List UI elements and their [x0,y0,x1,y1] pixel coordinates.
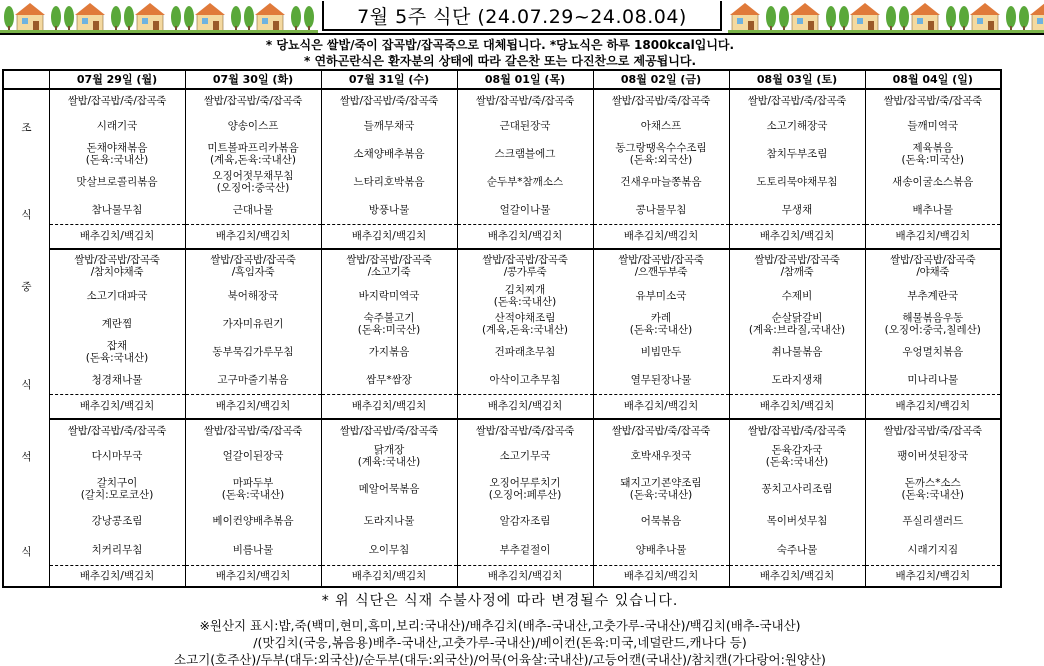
menu-cell: 쌀밥/잡곡밥/죽/잡곡죽 [49,419,185,441]
house-roof [850,3,880,15]
house-window [262,18,268,24]
menu-cell: 숙주불고기 (돈육:미국산) [321,310,457,338]
house-roof [255,3,285,15]
house-window [857,18,863,24]
day-header: 07월 29일 (월) [49,70,185,89]
menu-cell: 들깨무채국 [321,112,457,140]
menu-cell: 배추김치/백김치 [49,394,185,419]
tree-icon [959,6,969,28]
menu-cell: 부추겉절이 [457,535,593,565]
menu-row [3,140,1001,168]
menu-cell: 다시마무국 [49,441,185,471]
menu-cell: 열무된장나물 [593,366,729,394]
menu-cell: 쌀밥/잡곡밥/죽/잡곡죽 [49,89,185,112]
menu-cell: 배추나물 [865,196,1001,224]
menu-cell: 강낭콩조림 [49,507,185,535]
house-window [142,18,148,24]
menu-cell: 산적야채조림 (계육,돈육:국내산) [457,310,593,338]
house-door [153,21,159,31]
diabetic-diet-notice: * 당뇨식은 쌀밥/죽이 잡곡밥/잡곡죽으로 대체됩니다. *당뇨식은 하루 1800kcal입니다. [265,38,735,52]
tree-icon [826,6,836,28]
menu-cell: 쌀밥/잡곡밥/죽/잡곡죽 [185,89,321,112]
page-title: 7월 5주 식단 (24.07.29~24.08.04) [322,1,722,31]
meal-label-bottom: 식 [21,379,32,391]
tree-icon [304,6,314,28]
origin-info-line: ※원산지 표시:밥,죽(백미,현미,흑미,보리:국내산)/배추김치(배추-국내산,고춧가루-국내산)/백김치(배추-국내산) [199,618,801,633]
menu-cell: 동그랑땡옥수수조림 (돈육:외국산) [593,140,729,168]
menu-cell: 아삭이고추무침 [457,366,593,394]
menu-cell: 소채양배추볶음 [321,140,457,168]
tree-icon [886,6,896,28]
menu-cell: 배추김치/백김치 [185,394,321,419]
weekly-menu-table [2,69,1002,588]
menu-cell: 배추김치/백김치 [865,565,1001,587]
menu-cell: 배추김치/백김치 [185,565,321,587]
house-roof [135,3,165,15]
menu-cell: 참치두부조림 [729,140,865,168]
menu-cell: 배추김치/백김치 [321,224,457,249]
menu-cell: 스크램블에그 [457,140,593,168]
menu-cell: 고구마줄기볶음 [185,366,321,394]
house-icon [17,14,43,31]
menu-cell: 쌀밥/잡곡밥/죽/잡곡죽 [457,89,593,112]
menu-cell: 배추김치/백김치 [865,394,1001,419]
house-window [737,18,743,24]
house-roof [195,3,225,15]
menu-cell: 가지볶음 [321,338,457,366]
menu-cell: 카레 (돈육:국내산) [593,310,729,338]
day-header: 07월 31일 (수) [321,70,457,89]
menu-cell: 동부묵김가루무침 [185,338,321,366]
house-door [928,21,934,31]
menu-cell: 해물볶음우동 (오징어:중국,칠레산) [865,310,1001,338]
menu-cell: 갈치구이 (갈치:모로코산) [49,471,185,507]
house-door [273,21,279,31]
menu-row [3,282,1001,310]
menu-cell: 돈육감자국 (돈육:국내산) [729,441,865,471]
menu-cell: 치커리무침 [49,535,185,565]
menu-cell: 비빔만두 [593,338,729,366]
menu-cell: 미나리나물 [865,366,1001,394]
house-roof [730,3,760,15]
menu-cell: 배추김치/백김치 [457,224,593,249]
menu-cell: 도토리묵야채무침 [729,168,865,196]
tree-icon [1019,6,1029,28]
house-icon [732,14,758,31]
menu-cell: 쌀밥/잡곡밥/잡곡죽 /콩가루죽 [457,249,593,282]
house-window [22,18,28,24]
menu-cell: 숙주나물 [729,535,865,565]
day-header: 08월 03일 (토) [729,70,865,89]
house-icon [972,14,998,31]
menu-row [3,565,1001,587]
tree-icon [766,6,776,28]
menu-cell: 오징어젓무채무침 (오징어:중국산) [185,168,321,196]
tree-icon [51,6,61,28]
menu-cell: 배추김치/백김치 [729,394,865,419]
menu-cell: 미트볼파프리카볶음 (계육,돈육:국내산) [185,140,321,168]
origin-info-line: 소고기(호주산)/두부(대두:외국산)/순두부(대두:외국산)/어묵(어육살:국내산)/고등어캔(국내산)/참치캔(가다랑어:원양산) [174,652,826,666]
tree-icon [839,6,849,28]
menu-cell: 쌀밥/잡곡밥/죽/잡곡죽 [185,419,321,441]
menu-cell: 방풍나물 [321,196,457,224]
menu-cell: 시래기지짐 [865,535,1001,565]
menu-cell: 베이컨양배추볶음 [185,507,321,535]
menu-cell: 쌀밥/잡곡밥/잡곡죽 /참깨죽 [729,249,865,282]
menu-row [3,338,1001,366]
meal-label [3,419,49,587]
village-decoration-left [0,0,318,33]
menu-cell: 얼갈이나물 [457,196,593,224]
menu-cell: 알감자조림 [457,507,593,535]
menu-cell: 호박새우젓국 [593,441,729,471]
origin-info-line: /(맛김치(국응,볶음용)배추-국내산,고춧가루-국내산)/베이컨(돈육:미국,네덜란드,캐나다 등) [253,635,747,650]
page-header [0,0,1044,34]
house-roof [15,3,45,15]
menu-cell: 아채스프 [593,112,729,140]
house-roof [75,3,105,15]
menu-cell: 취나물볶음 [729,338,865,366]
meal-label-top: 조 [21,122,32,134]
day-header: 08월 02일 (금) [593,70,729,89]
tree-icon [231,6,241,28]
menu-cell: 배추김치/백김치 [49,224,185,249]
menu-cell: 도라지생채 [729,366,865,394]
menu-cell: 수제비 [729,282,865,310]
menu-cell: 제육볶음 (돈육:미국산) [865,140,1001,168]
menu-cell: 청경채나물 [49,366,185,394]
menu-cell: 콩나물무침 [593,196,729,224]
menu-cell: 들깨미역국 [865,112,1001,140]
house-window [977,18,983,24]
menu-cell: 참나물무침 [49,196,185,224]
day-header: 08월 01일 (목) [457,70,593,89]
dysphagia-diet-notice: * 연하곤란식은 환자분의 상태에 따라 갈은찬 또는 다진찬으로 제공됩니다. [303,54,697,68]
menu-row [3,366,1001,394]
menu-cell: 쌀밥/잡곡밥/잡곡죽 /야채죽 [865,249,1001,282]
menu-cell: 바지락미역국 [321,282,457,310]
menu-cell: 돈채야채볶음 (돈육:국내산) [49,140,185,168]
house-door [33,21,39,31]
menu-cell: 김치찌개 (돈육:국내산) [457,282,593,310]
menu-cell: 우엉멸치볶음 [865,338,1001,366]
house-roof [910,3,940,15]
menu-cell: 유부미소국 [593,282,729,310]
menu-cell: 도라지나물 [321,507,457,535]
house-icon [77,14,103,31]
menu-cell: 무생채 [729,196,865,224]
menu-cell: 오징어무루치기 (오징어:페루산) [457,471,593,507]
menu-cell: 팽이버섯된장국 [865,441,1001,471]
menu-cell: 배추김치/백김치 [457,565,593,587]
menu-cell: 배추김치/백김치 [593,394,729,419]
menu-row [3,112,1001,140]
menu-cell: 배추김치/백김치 [729,224,865,249]
menu-cell: 소고기해장국 [729,112,865,140]
menu-cell: 북어해장국 [185,282,321,310]
meal-label-bottom: 식 [21,209,32,221]
house-icon [912,14,938,31]
menu-cell: 쌀밥/잡곡밥/잡곡죽 /참치야채죽 [49,249,185,282]
tree-icon [4,6,14,28]
house-door [213,21,219,31]
tree-icon [899,6,909,28]
house-icon [792,14,818,31]
tree-icon [779,6,789,28]
menu-row [3,89,1001,112]
menu-cell: 메알어묵볶음 [321,471,457,507]
day-header-row [3,70,1001,89]
menu-row [3,310,1001,338]
house-door [988,21,994,31]
menu-cell: 배추김치/백김치 [729,565,865,587]
menu-row [3,394,1001,419]
menu-cell: 돼지고기콘약조림 (돈육:국내산) [593,471,729,507]
menu-cell: 꽁치고사리조림 [729,471,865,507]
village-decoration-right [728,0,1044,33]
menu-cell: 배추김치/백김치 [321,394,457,419]
menu-cell: 잡채 (돈육:국내산) [49,338,185,366]
menu-cell: 어묵볶음 [593,507,729,535]
menu-cell: 근대나물 [185,196,321,224]
corner-cell [3,70,49,89]
menu-cell: 푸실리샐러드 [865,507,1001,535]
menu-cell: 쌀밥/잡곡밥/죽/잡곡죽 [321,89,457,112]
menu-cell: 배추김치/백김치 [49,565,185,587]
menu-cell: 쌀밥/잡곡밥/죽/잡곡죽 [457,419,593,441]
menu-row [3,196,1001,224]
menu-cell: 닭개장 (계육:국내산) [321,441,457,471]
menu-cell: 새송이굴소스볶음 [865,168,1001,196]
menu-cell: 건새우마늘쫑볶음 [593,168,729,196]
menu-cell: 순두부*참깨소스 [457,168,593,196]
menu-cell: 양송이스프 [185,112,321,140]
house-door [868,21,874,31]
tree-icon [291,6,301,28]
menu-cell: 배추김치/백김치 [185,224,321,249]
meal-label [3,89,49,249]
menu-cell: 쌀밥/잡곡밥/죽/잡곡죽 [865,419,1001,441]
house-roof [790,3,820,15]
house-door [748,21,754,31]
meal-label-bottom: 식 [21,546,32,558]
day-header: 07월 30일 (화) [185,70,321,89]
menu-cell: 부추계란국 [865,282,1001,310]
tree-icon [64,6,74,28]
menu-cell: 쌀밥/잡곡밥/죽/잡곡죽 [729,419,865,441]
menu-cell: 순살닭갈비 (계육:브라질,국내산) [729,310,865,338]
tree-icon [111,6,121,28]
menu-row [3,168,1001,196]
menu-cell: 맛살브로콜리볶음 [49,168,185,196]
menu-cell: 시래기국 [49,112,185,140]
tree-icon [244,6,254,28]
meal-label-top: 석 [21,451,32,463]
menu-row [3,507,1001,535]
house-window [1037,18,1043,24]
house-icon [257,14,283,31]
menu-cell: 쌀밥/잡곡밥/잡곡죽 /소고기죽 [321,249,457,282]
menu-cell: 비름나물 [185,535,321,565]
meal-label [3,249,49,419]
menu-cell: 배추김치/백김치 [457,394,593,419]
menu-row [3,419,1001,441]
tree-icon [946,6,956,28]
menu-row [3,441,1001,471]
menu-cell: 양배추나물 [593,535,729,565]
menu-cell: 얼갈이된장국 [185,441,321,471]
house-window [797,18,803,24]
menu-cell: 느타리호박볶음 [321,168,457,196]
menu-cell: 오이무침 [321,535,457,565]
menu-cell: 돈까스*소스 (돈육:국내산) [865,471,1001,507]
tree-icon [124,6,134,28]
header-rule [0,33,1044,35]
menu-change-notice: * 위 식단은 식재 수불사정에 따라 변경될수 있습니다. [321,593,679,609]
menu-cell: 쌀밥/잡곡밥/죽/잡곡죽 [729,89,865,112]
menu-cell: 근대된장국 [457,112,593,140]
tree-icon [1006,6,1016,28]
tree-icon [171,6,181,28]
menu-cell: 쌈무*쌈장 [321,366,457,394]
menu-cell: 건파래초무침 [457,338,593,366]
menu-cell: 쌀밥/잡곡밥/죽/잡곡죽 [865,89,1001,112]
menu-cell: 소고기무국 [457,441,593,471]
house-icon [137,14,163,31]
menu-cell: 가자미유린기 [185,310,321,338]
menu-cell: 쌀밥/잡곡밥/잡곡죽 /흑임자죽 [185,249,321,282]
menu-cell: 배추김치/백김치 [593,565,729,587]
house-icon [197,14,223,31]
menu-cell: 마파두부 (돈육:국내산) [185,471,321,507]
menu-row [3,249,1001,282]
house-window [917,18,923,24]
house-window [202,18,208,24]
house-roof [1030,3,1044,15]
house-icon [852,14,878,31]
menu-row [3,224,1001,249]
menu-cell: 배추김치/백김치 [321,565,457,587]
house-roof [970,3,1000,15]
menu-cell: 쌀밥/잡곡밥/죽/잡곡죽 [321,419,457,441]
menu-cell: 목이버섯무침 [729,507,865,535]
tree-icon [184,6,194,28]
menu-row [3,535,1001,565]
menu-cell: 배추김치/백김치 [593,224,729,249]
day-header: 08월 04일 (일) [865,70,1001,89]
meal-label-top: 중 [21,281,32,293]
house-window [82,18,88,24]
house-door [808,21,814,31]
menu-row [3,471,1001,507]
menu-cell: 배추김치/백김치 [865,224,1001,249]
house-door [93,21,99,31]
menu-cell: 계란찜 [49,310,185,338]
menu-cell: 쌀밥/잡곡밥/죽/잡곡죽 [593,419,729,441]
menu-cell: 소고기대파국 [49,282,185,310]
menu-cell: 쌀밥/잡곡밥/죽/잡곡죽 [593,89,729,112]
menu-cell: 쌀밥/잡곡밥/잡곡죽 /으깬두부죽 [593,249,729,282]
